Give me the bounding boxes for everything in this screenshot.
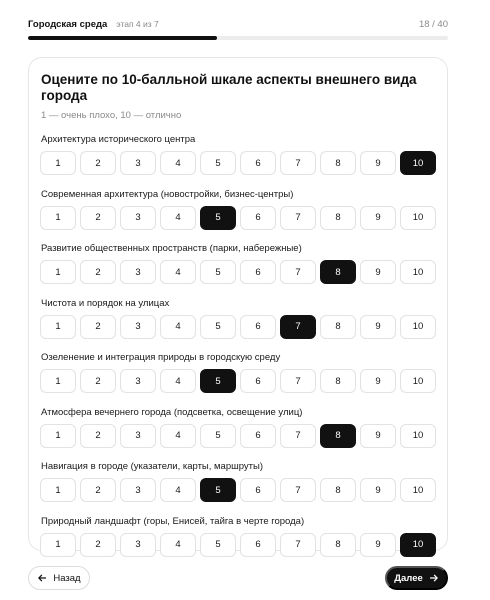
next-button-label: Далее: [394, 572, 423, 584]
rating-option-7[interactable]: 7: [280, 151, 316, 175]
rating-option-9[interactable]: 9: [360, 260, 396, 284]
rating-scale: [40, 315, 436, 339]
question-counter: 18 / 40: [418, 19, 448, 30]
question-label: Навигация в городе (указатели, карты, маршруты): [41, 461, 264, 472]
rating-option-5[interactable]: 5: [200, 424, 236, 448]
rating-question: [40, 352, 436, 407]
rating-option-10[interactable]: 10: [400, 151, 436, 175]
rating-question: [40, 516, 436, 571]
rating-option-4[interactable]: 4: [160, 151, 196, 175]
rating-option-5[interactable]: 5: [200, 478, 236, 502]
rating-option-7[interactable]: 7: [280, 478, 316, 502]
rating-option-10[interactable]: 10: [400, 315, 436, 339]
rating-option-5[interactable]: 5: [200, 151, 236, 175]
stage-indicator: этап 4 из 7: [116, 19, 159, 29]
rating-option-1[interactable]: 1: [40, 478, 76, 502]
question-label: Озеленение и интеграция природы в городскую среду: [41, 352, 281, 363]
back-button-label: Назад: [53, 572, 81, 584]
rating-question: [40, 189, 436, 244]
question-label: Современная архитектура (новостройки, бизнес-центры): [41, 188, 294, 200]
rating-option-9[interactable]: 9: [360, 206, 396, 230]
rating-option-8[interactable]: 8: [320, 315, 356, 339]
rating-option-2[interactable]: 2: [80, 315, 116, 339]
rating-option-8[interactable]: 8: [320, 260, 356, 284]
card-title: Оцените по 10-балльной шкале аспекты внешнего вида города: [41, 72, 417, 103]
rating-option-8[interactable]: 8: [320, 369, 356, 393]
rating-option-3[interactable]: 3: [120, 315, 156, 339]
question-label: Развитие общественных пространств (парки, набережные): [41, 243, 302, 254]
rating-option-1[interactable]: 1: [40, 533, 76, 557]
rating-option-6[interactable]: 6: [240, 315, 276, 339]
survey-header: [28, 19, 448, 30]
rating-option-10[interactable]: 10: [400, 206, 436, 230]
rating-option-5[interactable]: 5: [200, 369, 236, 393]
question-label: Атмосфера вечернего города (подсветка, освещение улиц): [41, 406, 303, 418]
rating-option-4[interactable]: 4: [160, 260, 196, 284]
rating-option-8[interactable]: 8: [320, 151, 356, 175]
rating-option-1[interactable]: 1: [40, 260, 76, 284]
rating-option-4[interactable]: 4: [160, 478, 196, 502]
rating-option-6[interactable]: 6: [240, 151, 276, 175]
rating-option-5[interactable]: 5: [200, 206, 236, 230]
rating-option-5[interactable]: 5: [200, 315, 236, 339]
rating-option-1[interactable]: 1: [40, 151, 76, 175]
rating-option-8[interactable]: 8: [320, 424, 356, 448]
progress-fill: [28, 36, 217, 40]
rating-scale: [40, 151, 436, 175]
rating-option-7[interactable]: 7: [280, 424, 316, 448]
rating-question: [40, 461, 436, 516]
rating-option-8[interactable]: 8: [320, 206, 356, 230]
rating-option-3[interactable]: 3: [120, 478, 156, 502]
section-name: Городская среда: [28, 19, 108, 30]
rating-option-2[interactable]: 2: [80, 369, 116, 393]
rating-question: [40, 134, 436, 189]
rating-option-4[interactable]: 4: [160, 369, 196, 393]
question-label: Чистота и порядок на улицах: [41, 297, 170, 309]
rating-scale: [40, 424, 436, 448]
rating-option-3[interactable]: 3: [120, 151, 156, 175]
rating-option-6[interactable]: 6: [240, 478, 276, 502]
rating-option-2[interactable]: 2: [80, 533, 116, 557]
rating-question: [40, 243, 436, 298]
rating-option-5[interactable]: 5: [200, 533, 236, 557]
card-subtitle: 1 — очень плохо, 10 — отлично: [41, 110, 182, 121]
rating-scale: [40, 260, 436, 284]
rating-scale: [40, 206, 436, 230]
rating-option-3[interactable]: 3: [120, 533, 156, 557]
rating-scale: [40, 533, 436, 557]
arrow-left-icon: [37, 573, 47, 583]
rating-option-7[interactable]: 7: [280, 206, 316, 230]
rating-option-10[interactable]: 10: [400, 533, 436, 557]
rating-scale: [40, 369, 436, 393]
rating-option-3[interactable]: 3: [120, 369, 156, 393]
rating-option-3[interactable]: 3: [120, 260, 156, 284]
rating-option-6[interactable]: 6: [240, 206, 276, 230]
rating-option-10[interactable]: 10: [400, 424, 436, 448]
rating-option-9[interactable]: 9: [360, 151, 396, 175]
rating-option-6[interactable]: 6: [240, 533, 276, 557]
rating-option-2[interactable]: 2: [80, 151, 116, 175]
question-label: Архитектура исторического центра: [41, 134, 196, 145]
rating-option-6[interactable]: 6: [240, 424, 276, 448]
rating-questions: [40, 134, 436, 570]
rating-option-9[interactable]: 9: [360, 424, 396, 448]
rating-option-1[interactable]: 1: [40, 315, 76, 339]
rating-option-7[interactable]: 7: [280, 315, 316, 339]
rating-option-3[interactable]: 3: [120, 206, 156, 230]
rating-option-1[interactable]: 1: [40, 369, 76, 393]
rating-option-2[interactable]: 2: [80, 424, 116, 448]
rating-option-7[interactable]: 7: [280, 260, 316, 284]
rating-option-7[interactable]: 7: [280, 369, 316, 393]
progress-bar: [28, 36, 448, 40]
rating-option-10[interactable]: 10: [400, 260, 436, 284]
rating-option-9[interactable]: 9: [360, 533, 396, 557]
rating-option-9[interactable]: 9: [360, 315, 396, 339]
rating-option-2[interactable]: 2: [80, 206, 116, 230]
rating-option-4[interactable]: 4: [160, 315, 196, 339]
rating-option-10[interactable]: 10: [400, 478, 436, 502]
rating-question: [40, 298, 436, 353]
rating-option-2[interactable]: 2: [80, 478, 116, 502]
rating-scale: [40, 478, 436, 502]
rating-option-1[interactable]: 1: [40, 206, 76, 230]
rating-option-8[interactable]: 8: [320, 533, 356, 557]
rating-option-6[interactable]: 6: [240, 260, 276, 284]
rating-option-8[interactable]: 8: [320, 478, 356, 502]
rating-option-9[interactable]: 9: [360, 369, 396, 393]
next-button[interactable]: [385, 566, 448, 590]
back-button[interactable]: [28, 566, 90, 590]
rating-question: [40, 407, 436, 462]
rating-option-9[interactable]: 9: [360, 478, 396, 502]
rating-option-2[interactable]: 2: [80, 260, 116, 284]
rating-option-1[interactable]: 1: [40, 424, 76, 448]
rating-option-6[interactable]: 6: [240, 369, 276, 393]
rating-option-7[interactable]: 7: [280, 533, 316, 557]
rating-option-4[interactable]: 4: [160, 424, 196, 448]
section-info: [28, 19, 159, 30]
rating-option-4[interactable]: 4: [160, 533, 196, 557]
rating-option-5[interactable]: 5: [200, 260, 236, 284]
question-card: [28, 57, 448, 551]
rating-option-3[interactable]: 3: [120, 424, 156, 448]
rating-option-10[interactable]: 10: [400, 369, 436, 393]
arrow-right-icon: [429, 573, 439, 583]
question-label: Природный ландшафт (горы, Енисей, тайга в черте города): [41, 515, 305, 527]
rating-option-4[interactable]: 4: [160, 206, 196, 230]
